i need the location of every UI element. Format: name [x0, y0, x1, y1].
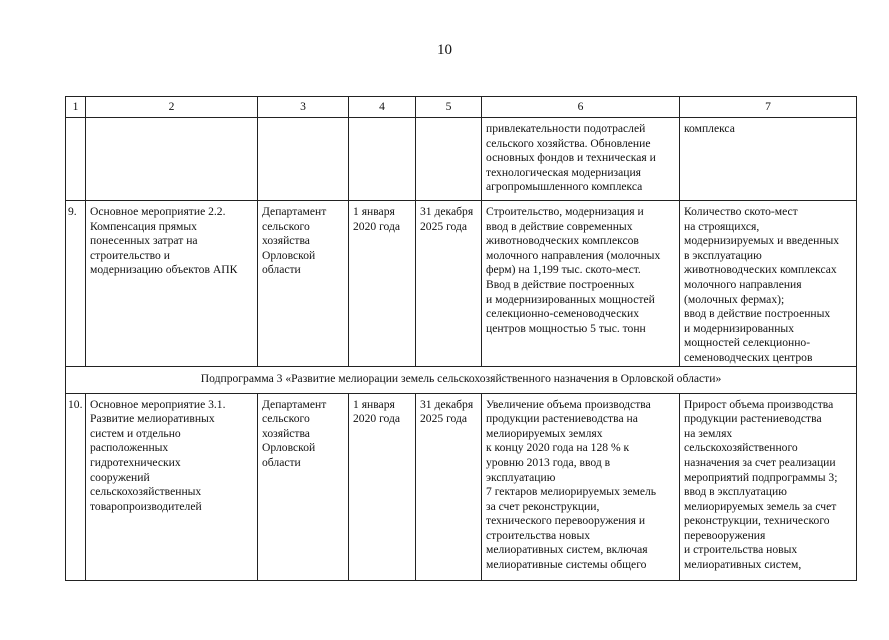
cell-result: Увеличение объема производства продукции растениеводства на мелиорируемых землях к концу 2020 года на 128 % к уровню 2013 года, ввод в эксплуатацию 7 гектаров мелиорируемых земель за счет реконструкции, технического перевооружения и строительства новых мелиоративных систем, включая мелиоративные системы общего: [482, 393, 680, 580]
header-cell: 3: [258, 97, 349, 118]
table-header-row: [66, 97, 857, 118]
cell-empty: [416, 118, 482, 201]
cell-number: 9.: [66, 201, 86, 367]
measures-table: [65, 96, 857, 581]
cell-empty: [349, 118, 416, 201]
header-cell: 5: [416, 97, 482, 118]
cell-empty: [86, 118, 258, 201]
subprogram-row: [66, 366, 857, 393]
cell-indicator: комплекса: [680, 118, 857, 201]
cell-end-date: 31 декабря 2025 года: [416, 393, 482, 580]
cell-empty: [258, 118, 349, 201]
table-row-continuation: [66, 118, 857, 201]
header-cell: 2: [86, 97, 258, 118]
page-number: 10: [437, 42, 452, 58]
cell-measure: Основное мероприятие 3.1. Развитие мелиоративных систем и отдельно расположенных гидротехнических сооружений сельскохозяйственных товаропроизводителей: [86, 393, 258, 580]
header-cell: 4: [349, 97, 416, 118]
cell-result: привлекательности подотраслей сельского хозяйства. Обновление основных фондов и техническая и технологическая модернизация агропромышленного комплекса: [482, 118, 680, 201]
cell-start-date: 1 января 2020 года: [349, 393, 416, 580]
cell-indicator: Количество ското-мест на строящихся, модернизируемых и введенных в эксплуатацию животноводческих комплексах молочного направления (молочных фермах); ввод в действие построенных и модернизированных мощностей селекционно- семеноводческих центров: [680, 201, 857, 367]
cell-measure: Основное мероприятие 2.2. Компенсация прямых понесенных затрат на строительство и модернизацию объектов АПК: [86, 201, 258, 367]
header-cell: 6: [482, 97, 680, 118]
cell-start-date: 1 января 2020 года: [349, 201, 416, 367]
cell-result: Строительство, модернизация и ввод в действие современных животноводческих комплексов молочного направления (молочных ферм) на 1,199 тыс. ското-мест. Ввод в действие построенных и модернизированных мощностей селекционно-семеноводческих центров мощностью 5 тыс. тонн: [482, 201, 680, 367]
cell-number: 10.: [66, 393, 86, 580]
cell-executor: Департамент сельского хозяйства Орловской области: [258, 393, 349, 580]
cell-indicator: Прирост объема производства продукции растениеводства на землях сельскохозяйственного назначения за счет реализации мероприятий подпрограммы 3; ввод в эксплуатацию мелиорируемых земель за счет реконструкции, технического перевооружения и строительства новых мелиоративных систем,: [680, 393, 857, 580]
header-cell: 1: [66, 97, 86, 118]
cell-empty: [66, 118, 86, 201]
table-row-10: [66, 393, 857, 580]
table-row-9: [66, 201, 857, 367]
header-cell: 7: [680, 97, 857, 118]
cell-end-date: 31 декабря 2025 года: [416, 201, 482, 367]
subprogram-title: Подпрограмма 3 «Развитие мелиорации земель сельскохозяйственного назначения в Орловской области»: [66, 366, 857, 393]
cell-executor: Департамент сельского хозяйства Орловской области: [258, 201, 349, 367]
